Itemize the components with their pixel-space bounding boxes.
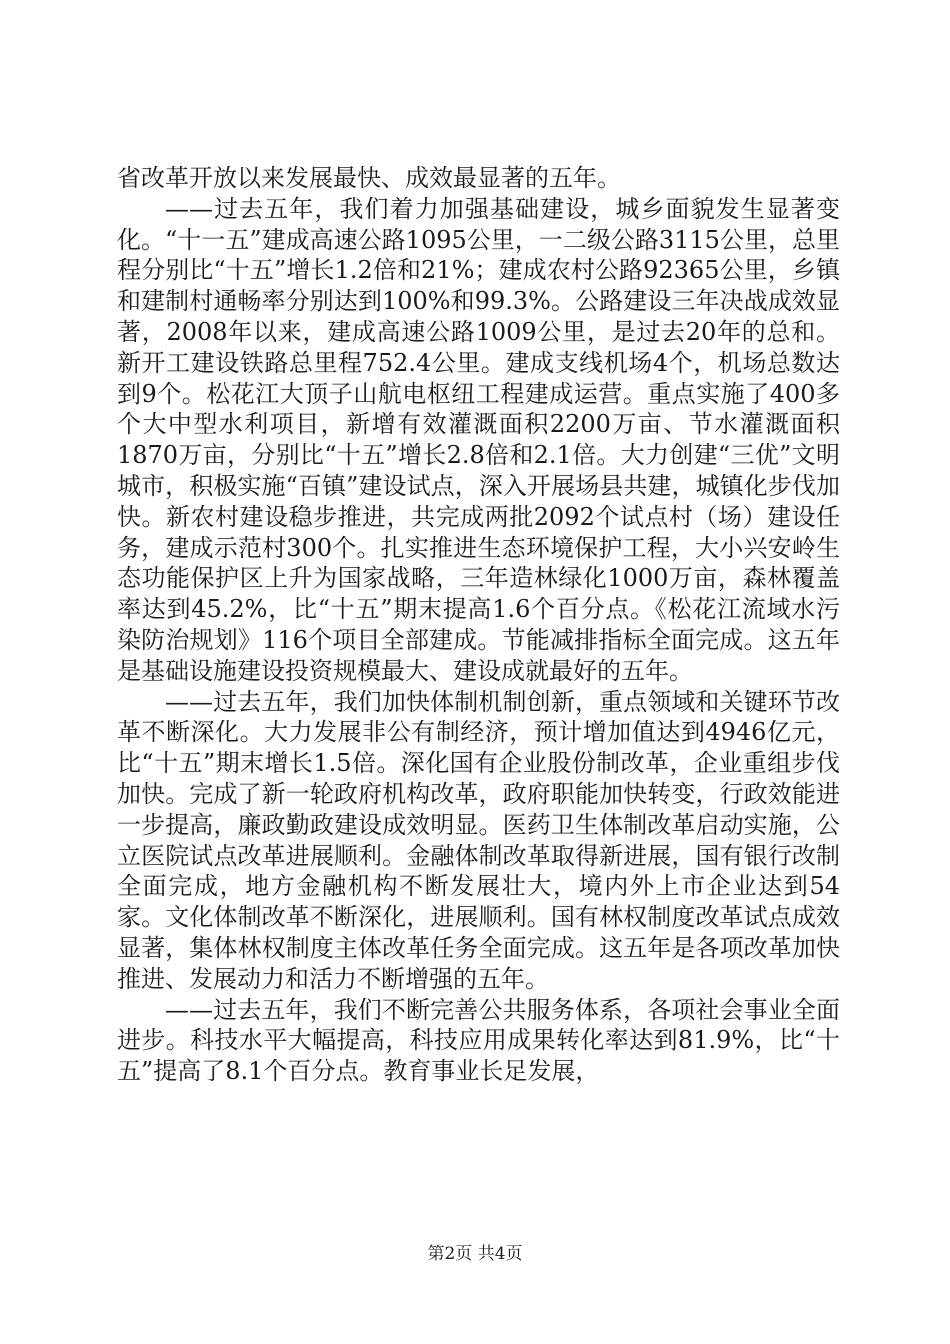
body-text bbox=[117, 163, 840, 1087]
paragraph-public-services: ——过去五年，我们不断完善公共服务体系，各项社会事业全面进步。科技水平大幅提高，科技应用成果转化率达到81.9%，比“十五”提高了8.1个百分点。教育事业长足发展， bbox=[117, 995, 840, 1086]
paragraph-continuation: 省改革开放以来发展最快、成效最显著的五年。 bbox=[117, 164, 621, 192]
page-number: 第2页 共4页 bbox=[427, 1244, 523, 1264]
paragraph-reform: ——过去五年，我们加快体制机制创新，重点领域和关键环节改革不断深化。大力发展非公有制经济，预计增加值达到4946亿元，比“十五”期末增长1.5倍。深化国有企业股份制改革，企业重组步伐加快。完成了新一轮政府机构改革，政府职能加快转变，行政效能进一步提高，廉政勤政建设成效明显。医药卫生体制改革启动实施，公立医院试点改革进展顺利。金融体制改革取得新进展，国有银行改制全面完成，地方金融机构不断发展壮大，境内外上市企业达到54家。文化体制改革不断深化，进展顺利。国有林权制度改革试点成效显著，集体林权制度主体改革任务全面完成。这五年是各项改革加快推进、发展动力和活力不断增强的五年。 bbox=[117, 687, 840, 993]
page-footer bbox=[0, 1242, 950, 1266]
paragraph-infrastructure: ——过去五年，我们着力加强基础建设，城乡面貌发生显著变化。“十一五”建成高速公路1095公里，一二级公路3115公里，总里程分别比“十五”增长1.2倍和21%；建成农村公路92365公里，乡镇和建制村通畅率分别达到100%和99.3%。公路建设三年决战成效显著，2008年以来，建成高速公路1009公里，是过去20年的总和。新开工建设铁路总里程752.4公里。建成支线机场4个，机场总数达到9个。松花江大顶子山航电枢纽工程建成运营。重点实施了400多个大中型水利项目，新增有效灌溉面积2200万亩、节水灌溉面积1870万亩，分别比“十五”增长2.8倍和2.1倍。大力创建“三优”文明城市，积极实施“百镇”建设试点，深入开展场县共建，城镇化步伐加快。新农村建设稳步推进，共完成两批2092个试点村（场）建设任务，建成示范村300个。扎实推进生态环境保护工程，大小兴安岭生态功能保护区上升为国家战略，三年造林绿化1000万亩，森林覆盖率达到45.2%，比“十五”期末提高1.6个百分点。《松花江流域水污染防治规划》116个项目全部建成。节能减排指标全面完成。这五年是基础设施建设投资规模最大、建设成就最好的五年。 bbox=[117, 194, 840, 685]
